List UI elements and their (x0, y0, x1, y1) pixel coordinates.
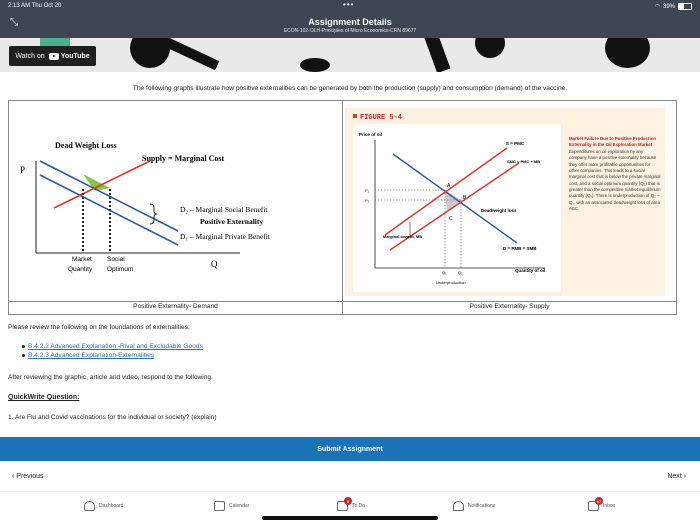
tab-todo-label: To Do (352, 503, 366, 509)
review-text: Please review the following on the foundations of externalities. (8, 324, 190, 331)
submit-assignment-button[interactable] (0, 437, 700, 461)
inbox-icon (588, 498, 602, 511)
page-title: Assignment Details (308, 17, 392, 27)
quickwrite-heading: QuickWrite Question: (8, 394, 80, 401)
x-axis-label: Quantity of oil (515, 268, 546, 273)
link-externalities[interactable]: B.4.2.3 Advanced Explanation-Externalities (28, 352, 155, 359)
inbox-badge: 97 (596, 498, 602, 504)
battery-icon (678, 3, 692, 10)
next-button[interactable] (667, 473, 686, 480)
chevron-right-icon: › (681, 473, 686, 480)
price-axis-label: Price of oil (359, 132, 383, 137)
question-1: 1. Are Flu and Covid vaccinations for the individual or society? (explain) (8, 414, 217, 421)
side-note-title: Market Failure Due to Positive Production Externality in the Oil Exploration Market (569, 136, 657, 148)
todo-badge: 8 (344, 497, 352, 505)
underproduction-label: Underproduction (436, 280, 466, 285)
point-c: C (449, 216, 453, 222)
d2-line (40, 161, 178, 231)
assignment-header (0, 12, 700, 38)
status-time: 2:13 AM Thu Oct 20 (8, 3, 62, 9)
tab-calendar-label: Calendar (229, 503, 250, 509)
course-subtitle: ECON-102-OLH-Principles of Micro Economics-CRN 89677 (283, 28, 417, 34)
video-figure (424, 38, 451, 72)
d2-label: D₂ – Marginal Social Benefit (180, 205, 268, 214)
dwl-label: Dead Weight Loss (55, 141, 117, 150)
side-note-text: Expenditures on oil exploration by any company have a positive externality because they offer more profitable opportunities for other companies. This leads to a social marginal cost that is below the private marginal cost, and a social optimum quantity (Q₂) that is greater than the competitive market equilibrium quantity (Q₁). There is underproduction of Q₂ – Q₁, with an associated deadweight loss of area ABC. (569, 148, 661, 212)
intro-text: The following graphs illustrate how positive externalities can be generated by both the production (supply) and consumption (demand) of the vaccine. (132, 85, 568, 92)
q1-label: Q₁ (442, 270, 447, 275)
point-b: B (463, 195, 467, 201)
p-axis-label: P (20, 165, 26, 175)
watch-on-youtube-button[interactable] (9, 46, 96, 66)
video-figure (161, 38, 220, 70)
next-label: Next (667, 473, 682, 480)
tab-calendar[interactable] (214, 501, 249, 511)
graph-panel (353, 124, 561, 292)
figure-side-note (569, 136, 661, 256)
calendar-icon (214, 501, 225, 511)
tab-todo[interactable] (337, 498, 366, 511)
collapse-icon[interactable]: ⤡ (10, 17, 18, 28)
bell-icon (453, 501, 464, 511)
video-embed[interactable] (0, 38, 700, 72)
table-divider (9, 301, 676, 302)
tab-notifications[interactable] (453, 501, 495, 511)
figure-label: FIGURE 5-4 (360, 114, 403, 122)
tab-inbox-label: Inbox (603, 503, 616, 509)
resource-links (22, 343, 203, 361)
status-right (655, 3, 692, 10)
d1-label: D₁ – Marginal Private Benefit (180, 232, 270, 241)
p1-label: P₁ (365, 188, 370, 193)
list-item (22, 343, 203, 350)
video-figure (300, 58, 330, 72)
q2-label: Q₂ (458, 270, 463, 275)
social-label: Social (107, 256, 125, 263)
home-indicator[interactable] (262, 516, 438, 520)
youtube-icon (49, 53, 59, 60)
figure-marker (353, 114, 357, 118)
instructions-text: After reviewing the graphic, article and video, respond to the following. (8, 374, 213, 381)
supply-label: Supply = Marginal Cost (142, 154, 225, 163)
supply-line (54, 161, 150, 208)
deadweight-label: Deadweight loss (481, 208, 517, 213)
mb-label: Marginal benefit, MB (383, 234, 423, 239)
pager (0, 461, 700, 492)
todo-icon (337, 498, 350, 511)
youtube-logo: YouTube (49, 53, 90, 60)
demand-label: D = PMB = SMB (503, 246, 537, 251)
video-figure (475, 38, 505, 58)
battery-percent: 39% (662, 3, 675, 10)
watch-label: Watch on (15, 52, 45, 60)
caption-demand: Positive Externality- Demand (133, 303, 218, 310)
caption-supply: Positive Externality- Supply (469, 303, 550, 310)
pmc-label: S = PMC (506, 141, 525, 146)
wifi-icon: ◠ (654, 4, 660, 10)
q-axis-label: Q (211, 259, 218, 269)
tab-dashboard-label: Dashboard (99, 503, 124, 509)
chevron-left-icon: ‹ (12, 473, 17, 480)
previous-button[interactable] (12, 473, 44, 480)
demand-externality-graph (10, 133, 330, 283)
link-rival-excludable[interactable]: B.4.2.2 Advanced Explanation -Rival and Excludable Goods (28, 343, 203, 350)
previous-label: Previous (16, 473, 44, 480)
bottom-tab-bar (0, 492, 700, 525)
list-item (22, 352, 203, 359)
submit-label: Submit Assignment (317, 445, 383, 453)
table-divider (342, 101, 343, 314)
quantity-label: Quantity (68, 266, 93, 273)
smc-label: SMC = PMC + MB (507, 159, 541, 164)
externality-brace (150, 204, 157, 224)
positive-externality-label: Positive Externality (200, 217, 264, 226)
status-bar (0, 0, 700, 12)
supply-externality-figure (345, 108, 665, 296)
video-figure (605, 38, 650, 68)
tab-dashboard[interactable] (84, 501, 123, 511)
p2-label: P₂ (365, 198, 370, 203)
tab-inbox[interactable] (588, 498, 616, 511)
dashboard-icon (84, 501, 95, 511)
tab-notifications-label: Notifications (468, 503, 496, 509)
optimum-label: Optimum (107, 266, 134, 273)
market-label: Market (72, 256, 92, 263)
point-a: A (447, 183, 451, 189)
multitask-dots[interactable]: ••• (343, 0, 355, 9)
